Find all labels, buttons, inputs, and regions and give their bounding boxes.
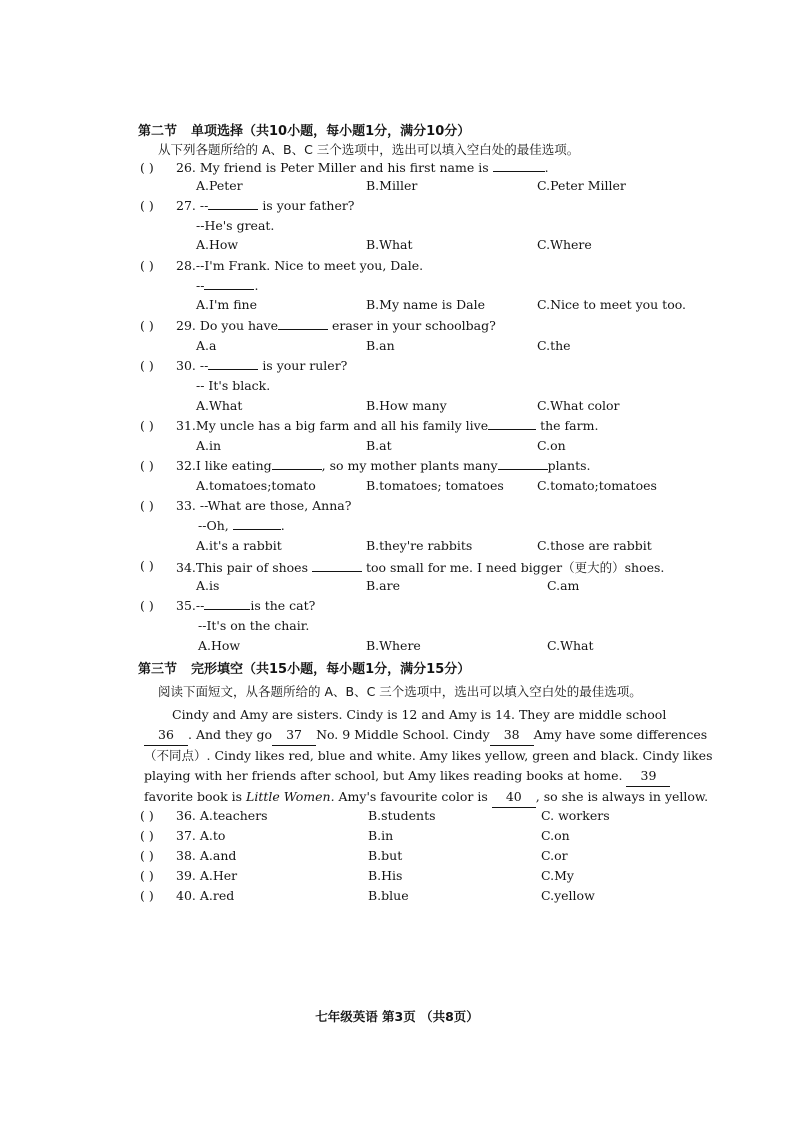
answer-blank — [278, 318, 328, 330]
option-c-39: C.My — [541, 868, 574, 883]
option-b-34: B.are — [366, 578, 400, 593]
passage-text: . — [188, 727, 192, 742]
option-a-40: A.red — [199, 888, 235, 903]
question-text: --I'm Frank. Nice to meet you, Dale. — [195, 258, 424, 273]
question-number: 29. — [176, 318, 196, 333]
answer-blank — [498, 458, 548, 470]
section2-instruction: 从下列各题所给的 A、B、C 三个选项中，选出可以填入空白处的最佳选项。 — [158, 142, 580, 157]
question-number: 36. — [176, 808, 196, 823]
answer-paren-37[interactable]: ( ) — [140, 828, 154, 843]
question-number: 31. — [176, 418, 196, 433]
option-b-37: B.in — [368, 828, 394, 843]
option-b-38: B.but — [368, 848, 403, 863]
option-b-40: B.blue — [368, 888, 409, 903]
question-text: too small for me. I need bigger（更大的）shoes. — [365, 560, 665, 575]
question-text: I like eating — [195, 458, 272, 473]
cloze-blank-39[interactable]: 39 — [626, 766, 670, 787]
option-b-36: B.students — [368, 808, 436, 823]
answer-paren-38[interactable]: ( ) — [140, 848, 154, 863]
question-number: 39. — [176, 868, 196, 883]
option-b-33: B.they're rabbits — [366, 538, 473, 553]
option-c-36: C. workers — [541, 808, 610, 823]
question-number: 35. — [176, 598, 196, 613]
answer-paren-30[interactable]: ( ) — [140, 358, 154, 373]
cloze-blank-36[interactable]: 36 — [144, 725, 188, 746]
cloze-blank-40[interactable]: 40 — [492, 787, 536, 808]
question-text: , so my mother plants many — [321, 458, 498, 473]
question-number: 37. — [176, 828, 196, 843]
question-38 — [176, 848, 236, 863]
answer-paren-34[interactable]: ( ) — [140, 558, 154, 573]
option-a-33: A.it's a rabbit — [196, 538, 282, 553]
question-32 — [176, 458, 590, 473]
passage-text: Amy have some differences（不同点）. Cindy likes red, blue and white. Amy likes yellow, green and black. Cindy likes playing with her friends after school, but Amy likes reading books at home. — [144, 727, 713, 783]
question-31 — [176, 418, 598, 433]
question-40 — [176, 888, 234, 903]
question-text: -- — [195, 598, 205, 613]
option-c-37: C.on — [541, 828, 570, 843]
option-c-27: C.Where — [537, 237, 592, 252]
answer-paren-36[interactable]: ( ) — [140, 808, 154, 823]
question-36 — [176, 808, 268, 823]
option-b-32: B.tomatoes; tomatoes — [366, 478, 504, 493]
book-title: Little Women. — [246, 789, 335, 804]
question-number: 30. — [176, 358, 196, 373]
option-a-37: A.to — [199, 828, 226, 843]
option-a-36: A.teachers — [199, 808, 268, 823]
option-c-34: C.am — [547, 578, 580, 593]
option-a-34: A.is — [196, 578, 220, 593]
option-c-32: C.tomato;tomatoes — [537, 478, 657, 493]
passage-text: No. 9 Middle School. Cindy — [316, 727, 490, 742]
question-number: 33. — [176, 498, 196, 513]
option-c-30: C.What color — [537, 398, 620, 413]
question-text: Do you have — [199, 318, 278, 333]
option-c-31: C.on — [537, 438, 566, 453]
question-text: is your ruler? — [262, 358, 348, 373]
question-27 — [176, 198, 355, 213]
answer-blank — [208, 358, 258, 370]
option-c-35: C.What — [547, 638, 594, 653]
question-35 — [176, 598, 315, 613]
reply-35: --It's on the chair. — [198, 618, 310, 633]
section2-heading — [138, 120, 470, 139]
cloze-passage — [144, 705, 714, 808]
question-text: is your father? — [262, 198, 355, 213]
option-a-32: A.tomatoes;tomato — [196, 478, 316, 493]
passage-text: , so she is always in yellow. — [535, 789, 709, 804]
cloze-blank-37[interactable]: 37 — [272, 725, 316, 746]
question-text: the farm. — [540, 418, 599, 433]
answer-blank — [233, 518, 281, 530]
option-a-35: A.How — [198, 638, 241, 653]
reply-suffix: . — [280, 518, 285, 533]
option-b-28: B.My name is Dale — [366, 297, 485, 312]
question-text: -- — [199, 358, 209, 373]
question-number: 34. — [176, 560, 196, 575]
answer-blank — [312, 560, 362, 572]
reply-33 — [198, 518, 285, 533]
question-text: is the cat? — [250, 598, 316, 613]
section3-label: 第三节 — [138, 662, 178, 677]
answer-paren-39[interactable]: ( ) — [140, 868, 154, 883]
question-number: 28. — [176, 258, 196, 273]
option-b-30: B.How many — [366, 398, 447, 413]
reply-suffix: . — [254, 278, 259, 293]
passage-text: Cindy and Amy are sisters. Cindy is 12 and Amy is 14. They are middle school — [172, 707, 667, 722]
passage-paragraph — [144, 705, 714, 808]
question-28 — [176, 258, 423, 273]
question-number: 27. — [176, 198, 196, 213]
answer-blank — [493, 160, 545, 172]
answer-blank — [208, 198, 258, 210]
answer-paren-29[interactable]: ( ) — [140, 318, 154, 333]
passage-text: And they go — [195, 727, 273, 742]
option-c-28: C.Nice to meet you too. — [537, 297, 687, 312]
option-b-27: B.What — [366, 237, 413, 252]
question-text: . — [544, 160, 549, 175]
answer-blank — [488, 418, 536, 430]
option-a-31: A.in — [196, 438, 222, 453]
option-a-28: A.I'm fine — [196, 297, 257, 312]
question-text: eraser in your schoolbag? — [331, 318, 496, 333]
question-37 — [176, 828, 225, 843]
option-b-31: B.at — [366, 438, 392, 453]
answer-paren-32[interactable]: ( ) — [140, 458, 154, 473]
answer-paren-33[interactable]: ( ) — [140, 498, 154, 513]
question-text: My friend is Peter Miller and his first name is — [199, 160, 489, 175]
question-text: My uncle has a big farm and all his family live — [195, 418, 489, 433]
question-30 — [176, 358, 347, 373]
question-text: -- — [199, 198, 209, 213]
section2-title: 单项选择（共10小题，每小题1分，满分10分） — [191, 124, 471, 139]
section3-instruction: 阅读下面短文，从各题所给的 A、B、C 三个选项中，选出可以填入空白处的最佳选项。 — [158, 684, 642, 699]
answer-blank — [204, 598, 250, 610]
question-34 — [176, 558, 664, 576]
option-c-26: C.Peter Miller — [537, 178, 626, 193]
question-text: plants. — [547, 458, 591, 473]
option-a-38: A.and — [199, 848, 237, 863]
option-c-38: C.or — [541, 848, 568, 863]
option-c-40: C.yellow — [541, 888, 595, 903]
answer-paren-31[interactable]: ( ) — [140, 418, 154, 433]
question-number: 38. — [176, 848, 196, 863]
question-39 — [176, 868, 237, 883]
option-a-27: A.How — [196, 237, 239, 252]
option-a-39: A.Her — [199, 868, 238, 883]
reply-30: -- It's black. — [196, 378, 271, 393]
option-a-29: A.a — [196, 338, 217, 353]
section3-heading — [138, 658, 470, 677]
question-number: 40. — [176, 888, 196, 903]
section3-title: 完形填空（共15小题，每小题1分，满分15分） — [191, 662, 471, 677]
section2-label: 第二节 — [138, 124, 178, 139]
question-29 — [176, 318, 496, 333]
cloze-blank-38[interactable]: 38 — [490, 725, 534, 746]
reply-27: --He's great. — [196, 218, 275, 233]
option-b-26: B.Miller — [366, 178, 418, 193]
option-a-26: A.Peter — [196, 178, 243, 193]
page-footer: 七年级英语 第3页 （共8页） — [315, 1009, 479, 1024]
reply-prefix: -- — [196, 278, 205, 293]
passage-text: favorite book is — [144, 789, 243, 804]
option-b-35: B.Where — [366, 638, 421, 653]
answer-paren-27[interactable]: ( ) — [140, 198, 154, 213]
passage-text: Amy's favourite color is — [338, 789, 488, 804]
option-c-33: C.those are rabbit — [537, 538, 652, 553]
option-a-30: A.What — [196, 398, 243, 413]
question-26 — [176, 160, 549, 175]
question-text: --What are those, Anna? — [199, 498, 352, 513]
answer-paren-26[interactable]: ( ) — [140, 160, 154, 175]
question-number: 32. — [176, 458, 196, 473]
question-text: This pair of shoes — [195, 560, 308, 575]
question-number: 26. — [176, 160, 196, 175]
answer-blank — [204, 278, 254, 290]
option-b-29: B.an — [366, 338, 395, 353]
answer-paren-28[interactable]: ( ) — [140, 258, 154, 273]
option-c-29: C.the — [537, 338, 571, 353]
option-b-39: B.His — [368, 868, 403, 883]
answer-blank — [272, 458, 322, 470]
question-33 — [176, 498, 351, 513]
reply-prefix: --Oh, — [198, 518, 229, 533]
reply-28 — [196, 278, 258, 293]
answer-paren-40[interactable]: ( ) — [140, 888, 154, 903]
answer-paren-35[interactable]: ( ) — [140, 598, 154, 613]
